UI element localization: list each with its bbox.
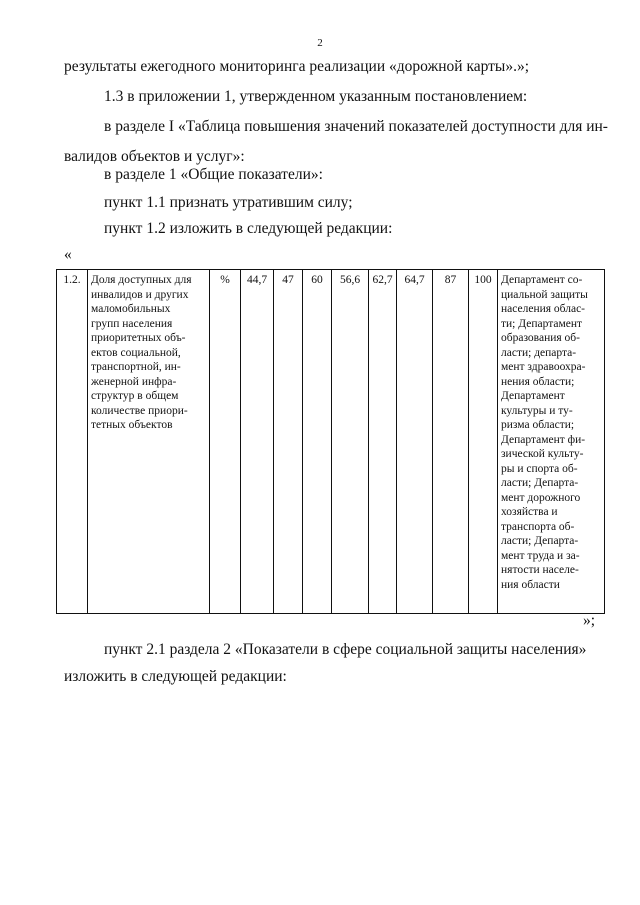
paragraph-line: валидов объектов и услуг»: — [64, 148, 245, 165]
department-line: культуры и ту- — [501, 404, 573, 417]
description-line: маломобильных — [91, 303, 171, 315]
indicator-table — [56, 269, 605, 614]
paragraph-line: в разделе I «Таблица повышения значений показателей доступности для ин- — [104, 118, 608, 135]
department-line: нятости населе- — [501, 564, 579, 576]
description-line: структур в общем — [91, 390, 179, 402]
value-cell: 64,7 — [397, 270, 433, 614]
description-cell — [88, 270, 210, 614]
department-line: ти; Департамент — [501, 317, 583, 330]
value-cell: 62,7 — [369, 270, 397, 614]
department-line: циальной защиты — [501, 288, 588, 301]
department-line: мент дорожного — [501, 491, 581, 504]
paragraph-line: пункт 1.2 изложить в следующей редакции: — [104, 220, 393, 237]
paragraph-line: результаты ежегодного мониторинга реализации «дорожной карты».»; — [64, 58, 530, 75]
description-line: тетных объектов — [91, 419, 173, 431]
close-quote: »; — [583, 612, 596, 629]
department-line: мент труда и за- — [501, 549, 580, 562]
department-line: ласти; Департа- — [501, 535, 579, 547]
department-line: ризма области; — [501, 419, 575, 431]
description-line: количестве приори- — [91, 404, 188, 417]
department-line: Департамент фи- — [501, 433, 586, 446]
description-line: ектов социальной, — [91, 346, 181, 359]
department-line: Департамент — [501, 390, 565, 402]
description-line: Доля доступных для — [91, 274, 192, 286]
department-line: ласти; департа- — [501, 346, 577, 359]
open-quote: « — [64, 246, 72, 263]
description-line: инвалидов и других — [91, 288, 189, 301]
department-line: нения области; — [501, 375, 575, 388]
department-line: хозяйства и — [501, 506, 558, 518]
department-line: транспорта об- — [501, 520, 575, 533]
page-number: 2 — [317, 37, 323, 49]
description-line: транспортной, ин- — [91, 361, 181, 373]
value-cell: 47 — [274, 270, 303, 614]
department-cell — [498, 270, 605, 614]
department-line: ры и спорта об- — [501, 462, 578, 475]
unit-cell: % — [210, 270, 241, 614]
description-line: женерной инфра- — [91, 375, 177, 388]
paragraph-line: изложить в следующей редакции: — [64, 668, 287, 685]
value-cell: 44,7 — [241, 270, 274, 614]
department-line: зической культу- — [501, 448, 584, 460]
table-row — [57, 270, 605, 614]
description-line: приоритетных объ- — [91, 332, 186, 344]
paragraph-line: в разделе 1 «Общие показатели»: — [104, 166, 323, 183]
paragraph-line: пункт 1.1 признать утратившим силу; — [104, 194, 353, 211]
value-cell: 87 — [433, 270, 469, 614]
department-line: населения облас- — [501, 303, 586, 315]
description-line: групп населения — [91, 317, 173, 330]
value-cell: 56,6 — [332, 270, 369, 614]
department-line: мент здравоохра- — [501, 361, 586, 373]
row-number-cell: 1.2. — [57, 270, 88, 614]
department-line: Департамент со- — [501, 274, 583, 286]
value-cell: 100 — [469, 270, 498, 614]
department-line: образования об- — [501, 332, 580, 344]
value-cell: 60 — [303, 270, 332, 614]
department-line: ния области — [501, 578, 560, 591]
department-line: ласти; Департа- — [501, 477, 579, 489]
paragraph-line: пункт 2.1 раздела 2 «Показатели в сфере социальной защиты населения» — [104, 641, 587, 658]
paragraph-line: 1.3 в приложении 1, утвержденном указанным постановлением: — [104, 88, 528, 105]
